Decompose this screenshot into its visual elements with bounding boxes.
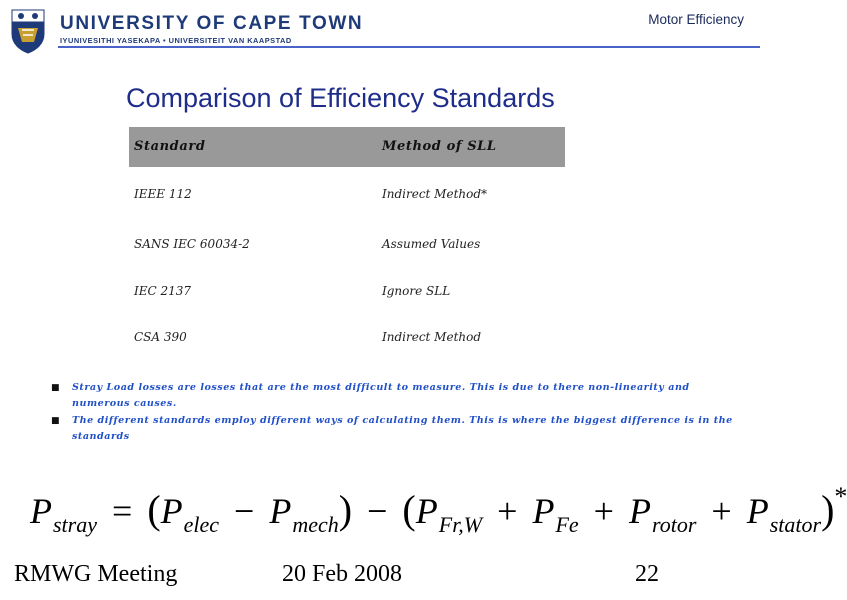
column-header-standard: Standard	[134, 139, 206, 154]
bullet-item: ■ Stray Load losses are losses that are the most difficult to measure. This is due to there non-linearity and numerous causes.	[51, 382, 690, 409]
table-cell-standard: IEEE 112	[134, 187, 192, 201]
footer-page-number: 22	[635, 561, 659, 587]
section-title: Motor Efficiency	[648, 12, 744, 27]
table-cell-standard: SANS IEC 60034-2	[134, 237, 250, 251]
stray-loss-formula: $P_{stray} = (P_{elec} - P_{mech}) - (P_{Fr,W} + P_{Fe} + P_{rotor} + P_{stator})^*$	[30, 482, 847, 537]
table-cell-standard: IEC 2137	[134, 284, 192, 298]
bullet-list	[52, 380, 742, 446]
table-cell-method: Assumed Values	[382, 237, 481, 251]
bullet-icon: ■	[51, 416, 61, 426]
table-cell-method: Indirect Method	[382, 330, 482, 344]
bullet-icon: ■	[51, 383, 61, 393]
table-cell-method: Indirect Method*	[382, 187, 488, 201]
slide-title: Comparison of Efficiency Standards	[126, 83, 555, 113]
column-header-method: Method of SLL	[382, 139, 497, 154]
shield-crest-icon	[10, 8, 46, 54]
footer-date: 20 Feb 2008	[282, 561, 402, 587]
header-divider	[58, 46, 760, 48]
bullet-item: ■ The different standards employ different ways of calculating them. This is where the biggest difference is in the standards	[51, 415, 733, 442]
footer-meeting: RMWG Meeting	[14, 561, 178, 587]
table-cell-standard: CSA 390	[134, 330, 187, 344]
university-subtitle: IYUNIVESITHI YASEKAPA • UNIVERSITEIT VAN KAAPSTAD	[60, 36, 292, 45]
university-name: UNIVERSITY OF CAPE TOWN	[60, 13, 364, 34]
table-cell-method: Ignore SLL	[382, 284, 451, 298]
